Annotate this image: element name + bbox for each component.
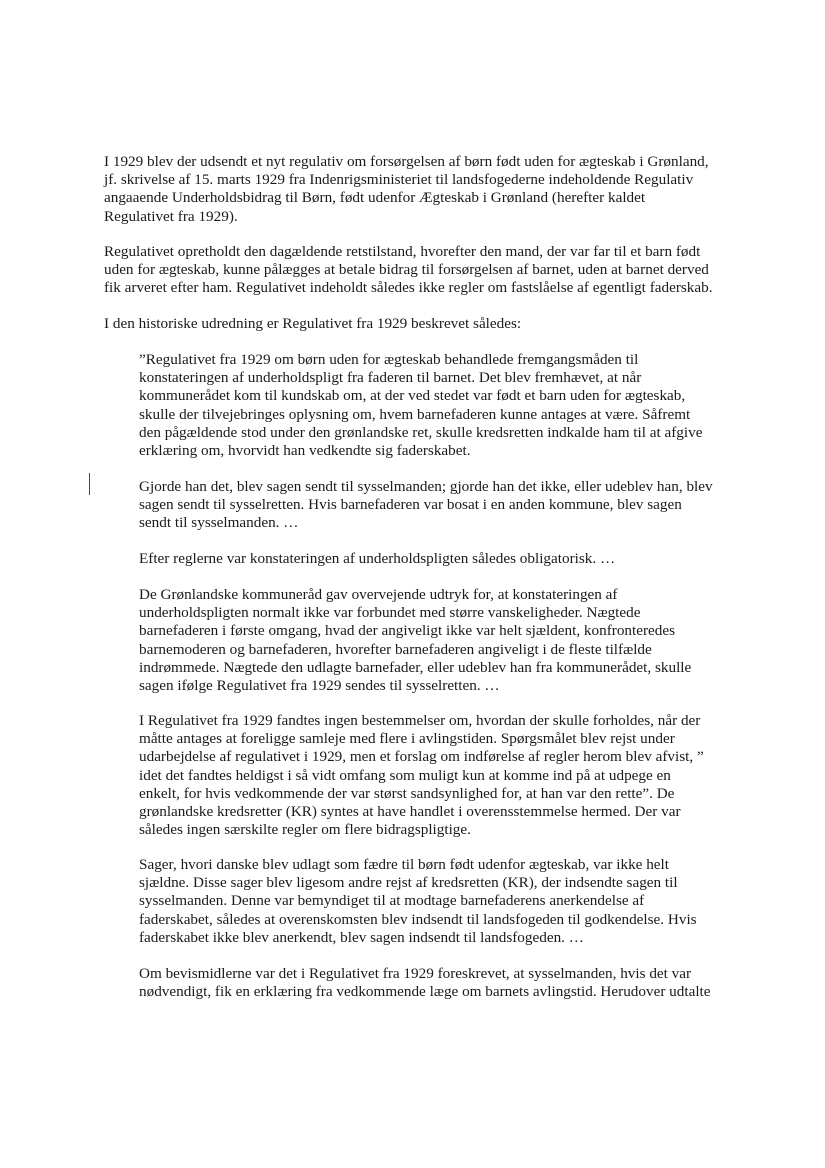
text-line: barnemoderen og barnefaderen, hvorefter barnefaderen angiveligt i de fleste tilfælde <box>139 640 652 658</box>
text-line: sjældne. Disse sager blev ligesom andre rejst af kredsretten (KR), der indsendte sagen til <box>139 874 678 892</box>
text-line: måtte antages at foreligge samleje med flere i avlingstiden. Spørgsmålet blev rejst under <box>139 730 675 748</box>
text-line: barnefaderen i første omgang, hvad der angiveligt ikke var helt sjældent, konfronteredes <box>139 622 676 640</box>
text-line: sendt til sysselmanden. … <box>139 514 299 532</box>
text-line: I Regulativet fra 1929 fandtes ingen bestemmelser om, hvordan der skulle forholdes, når der <box>139 712 701 729</box>
text-line: udarbejdelse af regulativet i 1929, men et forslag om indførelse af regler herom blev afvist, ” <box>139 748 704 766</box>
text-line: skulle der tilvejebringes oplysning om, hvem barnefaderen kunne antages at være. Såfremt <box>139 405 691 423</box>
text-line: den pågældende stod under den grønlandske ret, skulle kredsretten indkalde ham til at afgive <box>139 423 703 441</box>
text-line: faderskabet ikke blev anerkendt, blev sagen indsendt til landsfogeden. … <box>139 928 584 946</box>
text-line: I den historiske udredning er Regulativet fra 1929 beskrevet således: <box>104 315 522 332</box>
paragraph-historiske-udredning <box>104 315 521 333</box>
quote-paragraph-danske-faedre <box>139 856 697 947</box>
text-line: underholdspligten normalt ikke var forbundet med større vanskeligheder. Nægtede <box>139 604 641 622</box>
paragraph-regulativ-1929-intro <box>104 153 709 226</box>
text-line: uden for ægteskab, kunne pålægges at betale bidrag til forsørgelsen af barnet, uden at barnet derved <box>104 261 709 279</box>
text-line: grønlandske kredsretter (KR) syntes at have handlet i overensstemmelse hermed. Der var <box>139 803 681 821</box>
quote-paragraph-obligatorisk <box>139 550 615 568</box>
text-line: idet det fandtes heldigst i så vidt omfang som muligt kun at komme ind på at udpege en <box>139 766 671 784</box>
text-line: Sager, hvori danske blev udlagt som fædre til børn født udenfor ægteskab, var ikke helt <box>139 856 669 873</box>
text-line: Gjorde han det, blev sagen sendt til sysselmanden; gjorde han det ikke, eller udeblev han, blev <box>139 478 713 495</box>
text-line: nødvendigt, fik en erklæring fra vedkommende læge om barnets avlingstid. Herudover udtalte <box>139 983 711 1001</box>
text-line: De Grønlandske kommuneråd gav overvejende udtryk for, at konstateringen af <box>139 586 618 603</box>
quote-paragraph-kommuneraad <box>139 586 691 695</box>
quote-paragraph-bevismidlerne <box>139 965 711 1001</box>
text-line: indrømmede. Nægtede den udlagte barnefader, eller udeblev han fra kommunerådet, skulle <box>139 658 692 676</box>
text-line: kommunerådet kom til kundskab om, at der ved stedet var født et barn uden for ægteskab, <box>139 387 686 405</box>
text-line: angaaende Underholdsbidrag til Børn, født udenfor Ægteskab i Grønland (herefter kaldet <box>104 189 646 207</box>
quote-paragraph-fremgangsmaade <box>139 351 702 460</box>
revision-change-bar <box>89 473 90 495</box>
text-line: konstateringen af underholdspligt fra faderen til barnet. Det blev fremhævet, at når <box>139 369 642 387</box>
paragraph-retstilstand <box>104 243 713 298</box>
quote-paragraph-sysselmanden <box>139 478 713 533</box>
text-line: erklæring om, hvorvidt han vedkendte sig faderskabet. <box>139 442 471 460</box>
text-line: Efter reglerne var konstateringen af underholdspligten således obligatorisk. … <box>139 550 616 567</box>
text-line: Om bevismidlerne var det i Regulativet fra 1929 foreskrevet, at sysselmanden, hvis det var <box>139 965 692 982</box>
text-line: fik arveret efter ham. Regulativet indeholdt således ikke regler om fastslåelse af egentligt faderskab. <box>104 279 713 297</box>
text-line: enkelt, for hvis vedkommende der var størst sandsynlighed for, at han var den rette”. De <box>139 784 675 802</box>
text-line: faderskabet, således at overenskomsten blev indsendt til landsfogeden til godkendelse. Hvis <box>139 910 697 928</box>
text-line: således ingen særskilte regler om flere bidragspligtige. <box>139 821 471 839</box>
text-line: sagen ifølge Regulativet fra 1929 sendes til sysselretten. … <box>139 677 500 695</box>
text-line: I 1929 blev der udsendt et nyt regulativ om forsørgelsen af børn født uden for ægteskab i Grønland, <box>104 153 709 170</box>
text-line: jf. skrivelse af 15. marts 1929 fra Indenrigsministeriet til landsfogederne indeholdende Regulativ <box>104 171 694 189</box>
text-line: sagen sendt til sysselretten. Hvis barnefaderen var bosat i en anden kommune, blev sagen <box>139 496 682 514</box>
text-line: Regulativet opretholdt den dagældende retstilstand, hvorefter den mand, der var far til et barn født <box>104 243 701 260</box>
quote-paragraph-flere-i-avlingstiden <box>139 712 704 839</box>
text-line: ”Regulativet fra 1929 om børn uden for ægteskab behandlede fremgangsmåden til <box>139 351 639 368</box>
text-line: Regulativet fra 1929). <box>104 207 238 225</box>
text-line: sysselmanden. Denne var bemyndiget til at modtage barnefaderens anerkendelse af <box>139 892 645 910</box>
